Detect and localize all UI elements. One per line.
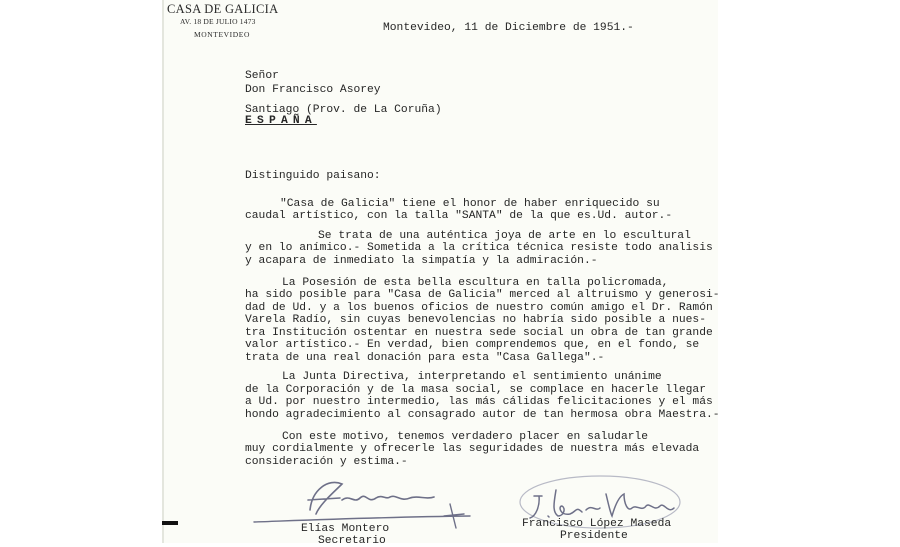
body-line: caudal artístico, con la talla "SANTA" de la que es.Ud. autor.- xyxy=(245,210,673,222)
scan-corner-mark xyxy=(162,521,178,525)
secretary-title: Secretario xyxy=(318,535,386,547)
recipient-name: Don Francisco Asorey xyxy=(245,84,381,96)
body-line: valor artístico.- En verdad, bien comprendemos que, en el fondo, se xyxy=(245,339,700,351)
body-line: y en lo anímico.- Sometida a la crítica técnica resiste todo analisis xyxy=(245,242,713,254)
body-line: a Ud. por nuestro intermedio, las más cálidas felicitaciones y el más xyxy=(245,396,713,408)
president-name: Francisco López Maseda xyxy=(522,518,672,530)
body-line: La Junta Directiva, interpretando el sentimiento unánime xyxy=(282,371,662,383)
letterhead-name: CASA DE GALICIA xyxy=(167,2,279,16)
body-line: y acapara de inmediato la simpatía y la admiración.- xyxy=(245,255,598,267)
president-title: Presidente xyxy=(560,530,628,542)
secretary-signature xyxy=(250,470,490,530)
body-line: muy cordialmente y ofrecerle las seguridades de nuestra más elevada xyxy=(245,443,700,455)
greeting: Distinguido paisano: xyxy=(245,170,381,182)
body-line: dad de Ud. y a los buenos oficios de nuestro común amigo el Dr. Ramón xyxy=(245,302,713,314)
letterhead-address: AV. 18 DE JULIO 1473 xyxy=(180,17,256,26)
body-line: Con este motivo, tenemos verdadero placer en saludarle xyxy=(282,431,649,443)
body-line: consideración y estima.- xyxy=(245,456,408,468)
body-line: trata de una real donación para esta "Casa Gallega".- xyxy=(245,352,605,364)
recipient-salutation: Señor xyxy=(245,70,279,82)
page-edge xyxy=(162,0,164,543)
body-line: hondo agradecimiento al consagrado autor de tan hermosa obra Maestra.- xyxy=(245,409,720,421)
body-line: La Posesión de esta bella escultura en talla policromada, xyxy=(282,277,669,289)
date-line: Montevideo, 11 de Diciembre de 1951.- xyxy=(383,22,634,34)
body-line: tra Institución ostentar en nuestra sede social un obra de tan grande xyxy=(245,327,713,339)
body-line: ha sido posible para "Casa de Galicia" merced al altruismo y generosi- xyxy=(245,289,720,301)
body-line: de la Corporación y de la masa social, se complace en hacerle llegar xyxy=(245,384,706,396)
body-line: Varela Radío, sin cuyas benevolencias no habría sido posible a nues- xyxy=(245,314,706,326)
letterhead-city: MONTEVIDEO xyxy=(194,30,250,39)
recipient-place: Santiago (Prov. de La Coruña) xyxy=(245,104,442,116)
body-line: Se trata de una auténtica joya de arte en lo escultural xyxy=(318,230,691,242)
recipient-country: ESPAÑA xyxy=(245,115,317,127)
secretary-name: Elías Montero xyxy=(301,523,390,535)
body-line: "Casa de Galicia" tiene el honor de haber enriquecido su xyxy=(280,198,660,210)
